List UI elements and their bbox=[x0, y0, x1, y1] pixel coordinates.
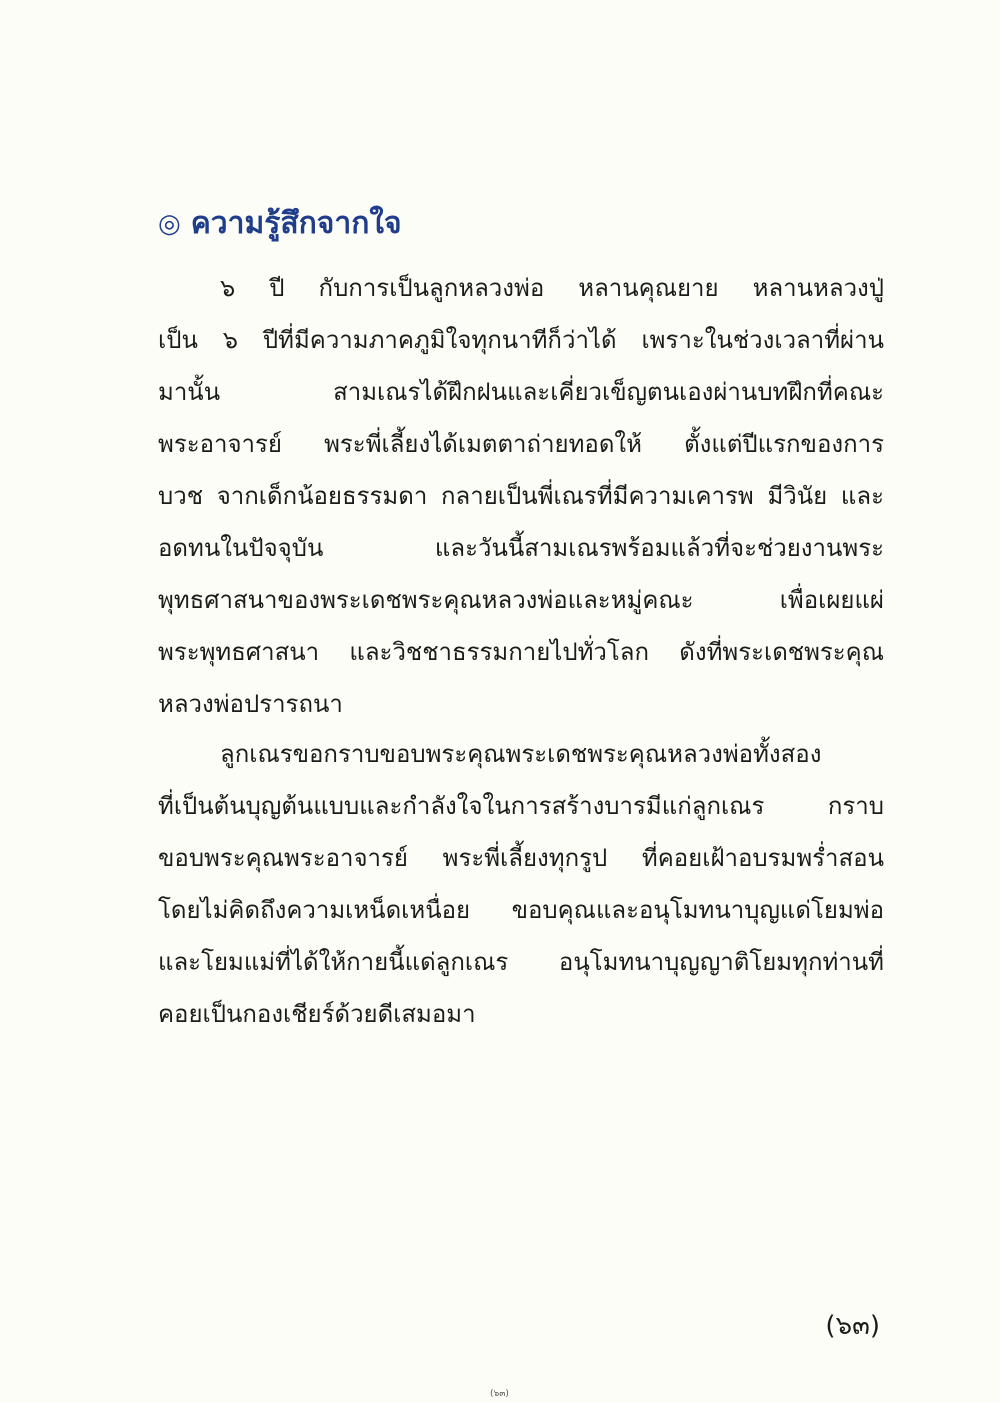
page-number: (๖๓) bbox=[825, 1311, 880, 1341]
paragraph-line: ที่เป็นต้นบุญต้นแบบและกำลังใจในการสร้างบารมีแก่ลูกเณร กราบ bbox=[158, 792, 884, 820]
bullet-circle-icon: ◎ bbox=[158, 209, 181, 239]
paragraph-line: คอยเป็นกองเชียร์ด้วยดีเสมอมา bbox=[158, 1000, 476, 1028]
paragraph-line: พระพุทธศาสนา และวิชชาธรรมกายไปทั่วโลก ดังที่พระเดชพระคุณ bbox=[158, 638, 884, 666]
paragraph-line: มานั้น สามเณรได้ฝึกฝนและเคี่ยวเข็ญตนเองผ่านบทฝึกที่คณะ bbox=[158, 378, 884, 406]
paragraph-line: พระอาจารย์ พระพี่เลี้ยงได้เมตตาถ่ายทอดให้ ตั้งแต่ปีแรกของการ bbox=[158, 430, 884, 458]
paragraph-2 bbox=[158, 728, 884, 1040]
paragraph-line: ๖ ปี กับการเป็นลูกหลวงพ่อ หลานคุณยาย หลานหลวงปู่ bbox=[220, 274, 884, 302]
paragraph-line: หลวงพ่อปรารถนา bbox=[158, 690, 343, 718]
paragraph-line: อดทนในปัจจุบัน และวันนี้สามเณรพร้อมแล้วที่จะช่วยงานพระ bbox=[158, 534, 884, 562]
footer-page-mark: (๖๓) bbox=[490, 1389, 509, 1399]
paragraph-line: ลูกเณรขอกราบขอบพระคุณพระเดชพระคุณหลวงพ่อทั้งสอง bbox=[220, 740, 822, 768]
paragraph-line: และโยมแม่ที่ได้ให้กายนี้แด่ลูกเณร อนุโมทนาบุญญาติโยมทุกท่านที่ bbox=[158, 948, 884, 976]
section-title: ความรู้สึกจากใจ bbox=[190, 206, 402, 241]
paragraph-1 bbox=[158, 262, 884, 730]
paragraph-line: พุทธศาสนาของพระเดชพระคุณหลวงพ่อและหมู่คณะ เพื่อเผยแผ่ bbox=[158, 586, 884, 614]
section-heading bbox=[158, 200, 402, 248]
paragraph-line: เป็น ๖ ปีที่มีความภาคภูมิใจทุกนาทีก็ว่าได้ เพราะในช่วงเวลาที่ผ่าน bbox=[158, 326, 884, 354]
paragraph-line: โดยไม่คิดถึงความเหน็ดเหนื่อย ขอบคุณและอนุโมทนาบุญแด่โยมพ่อ bbox=[158, 896, 884, 924]
paragraph-line: บวช จากเด็กน้อยธรรมดา กลายเป็นพี่เณรที่มีความเคารพ มีวินัย และ bbox=[158, 482, 884, 510]
paragraph-line: ขอบพระคุณพระอาจารย์ พระพี่เลี้ยงทุกรูป ที่คอยเฝ้าอบรมพร่ำสอน bbox=[158, 844, 884, 872]
